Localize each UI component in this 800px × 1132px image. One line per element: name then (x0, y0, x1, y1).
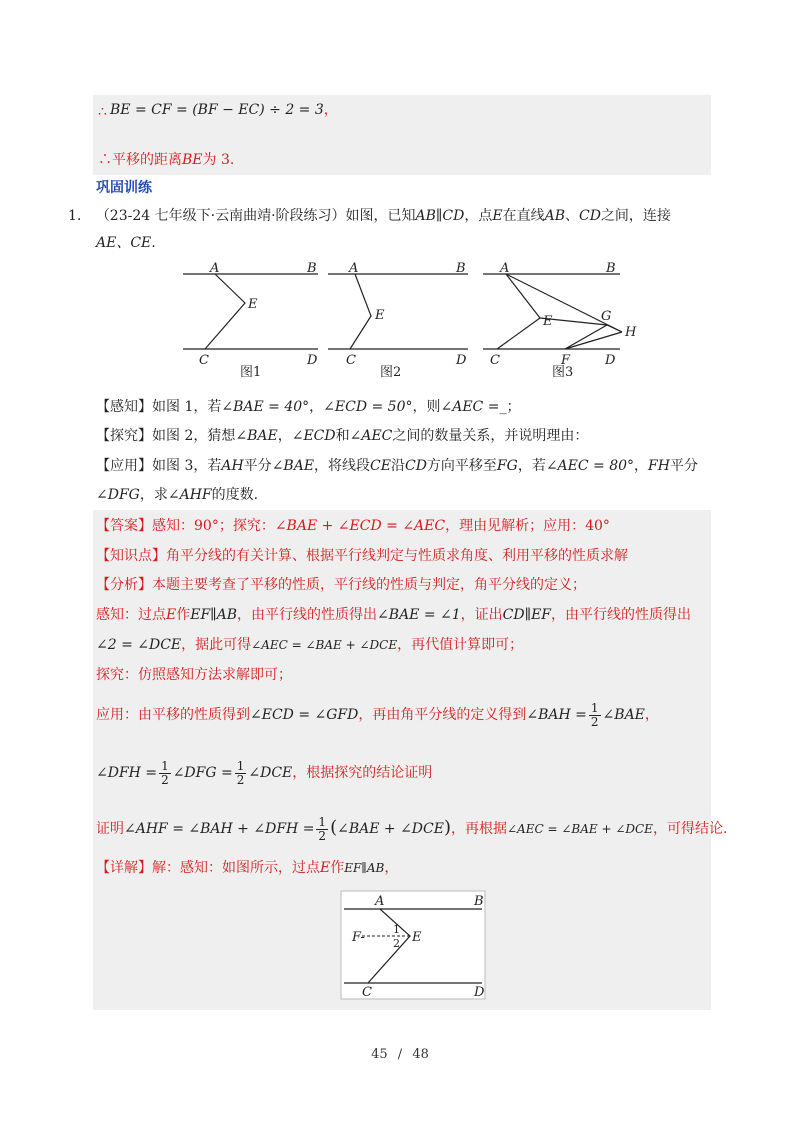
fig3-label-h: H (625, 325, 637, 340)
analysis-line: 【分析】本题主要考查了平移的性质，平行线的性质与判定，角平分线的定义； (96, 577, 586, 593)
formula-be-cf: BE = CF = (BF − EC) ÷ 2 = 3 (110, 102, 324, 118)
fig3-label-a: A (500, 261, 510, 276)
figure-1 (183, 261, 318, 380)
translation-distance-line: ∴平移的距离BE为 3. (98, 152, 235, 168)
detail-label-b: B (474, 894, 484, 909)
proof-line: 证明∠AHF = ∠BAH + ∠DFH = $\frac{1}{2}$ (∠BAE + ∠DCE)，再根据∠AEC = ∠BAE + ∠DCE，可得结论. (96, 814, 728, 843)
knowledge-point-line: 【知识点】角平分线的有关计算、根据平行线判定与性质求角度、利用平移的性质求解 (96, 548, 628, 564)
detail-label-a: A (375, 894, 385, 909)
task-yingyong-1: 【应用】如图 3，若AH平分∠BAE，将线段CE沿CD方向平移至FG，若∠AEC = 80°，FH平分 (96, 458, 698, 474)
fig1-label-a: A (210, 261, 220, 276)
fig2-label-b: B (456, 261, 466, 276)
fraction-half: $\frac{1}{2}$ (161, 758, 169, 787)
fig1-label-c: C (199, 353, 209, 368)
figure-2-caption: 图2 (380, 365, 402, 380)
yingyong-analysis: 应用：由平移的性质得到∠ECD = ∠GFD，再由角平分线的定义得到∠BAH = $\frac{1}{2}$ ∠BAE， (96, 700, 659, 729)
detail-line: 【详解】解：感知：如图所示，过点E作EF∥AB， (96, 860, 399, 876)
detail-angle-2: 2 (393, 937, 400, 950)
figure-1-caption: 图1 (240, 365, 262, 380)
fig3-label-c: C (490, 353, 500, 368)
section-title: 巩固训练 (96, 180, 152, 196)
formula-line-1: BE = CF = (BF − EC) ÷ 2 = 3， (110, 102, 338, 118)
figure-2 (328, 261, 468, 380)
detail-label-e: E (412, 930, 422, 945)
figures-1-2-3 (0, 258, 800, 383)
answer-blank: _ (499, 399, 507, 415)
fraction-half: $\frac{1}{2}$ (590, 700, 599, 729)
fig1-label-d: D (307, 353, 318, 368)
fraction-half: $\frac{1}{2}$ (236, 758, 245, 787)
fig3-label-f: F (561, 353, 571, 368)
fig1-label-e: E (248, 297, 258, 312)
task-tanjiu: 【探究】如图 2，猜想∠BAE，∠ECD和∠AEC之间的数量关系，并说明理由： (96, 428, 589, 444)
detail-label-d: D (474, 985, 485, 1000)
detail-label-c: C (362, 985, 372, 1000)
fig1-label-b: B (307, 261, 317, 276)
figure-3-caption: 图3 (552, 365, 574, 380)
question-line-2: AE、CE. (96, 235, 156, 251)
question-line-1: 1. （23-24 七年级下·云南曲靖·阶段练习）如图，已知AB∥CD，点E在直线AB、CD之间，连接 (68, 208, 671, 224)
answer-line: 【答案】感知：90°；探究：∠BAE + ∠ECD = ∠AEC，理由见解析；应用：40° (96, 518, 610, 534)
page-number: 45 / 48 (371, 1047, 429, 1062)
ganzhi-analysis-2: ∠2 = ∠DCE，据此可得∠AEC = ∠BAE + ∠DCE，再代值计算即可； (96, 637, 524, 653)
task-ganzhi: 【感知】如图 1，若∠BAE = 40°，∠ECD = 50°，则∠AEC =_； (96, 399, 521, 415)
fraction-half: $\frac{1}{2}$ (318, 814, 327, 843)
detail-figure (340, 890, 486, 1000)
fig2-label-a: A (349, 261, 359, 276)
therefore-line-1: ∴ (98, 104, 107, 120)
fig3-label-g: G (601, 309, 612, 324)
question-number: 1. (68, 208, 82, 224)
fig3-label-d: D (605, 353, 616, 368)
detail-label-f: F- (352, 930, 365, 945)
fig2-label-d: D (456, 353, 467, 368)
fig2-label-c: C (346, 353, 356, 368)
fig3-label-b: B (606, 261, 616, 276)
fig2-label-e: E (375, 308, 385, 323)
fig3-label-e: E (543, 314, 553, 329)
detail-angle-1: 1 (393, 923, 400, 936)
dfh-equation-line: ∠DFH = $\frac{1}{2}$ ∠DFG = $\frac{1}{2}$ ∠DCE，根据探究的结论证明 (96, 758, 433, 787)
figure-3 (483, 261, 637, 380)
tanjiu-analysis: 探究：仿照感知方法求解即可； (96, 667, 292, 683)
task-yingyong-2: ∠DFG，求∠AHF的度数. (96, 487, 259, 503)
ganzhi-analysis-1: 感知：过点E作EF∥AB，由平行线的性质得出∠BAE = ∠1，证出CD∥EF，由平行线的性质得出 (96, 607, 692, 623)
